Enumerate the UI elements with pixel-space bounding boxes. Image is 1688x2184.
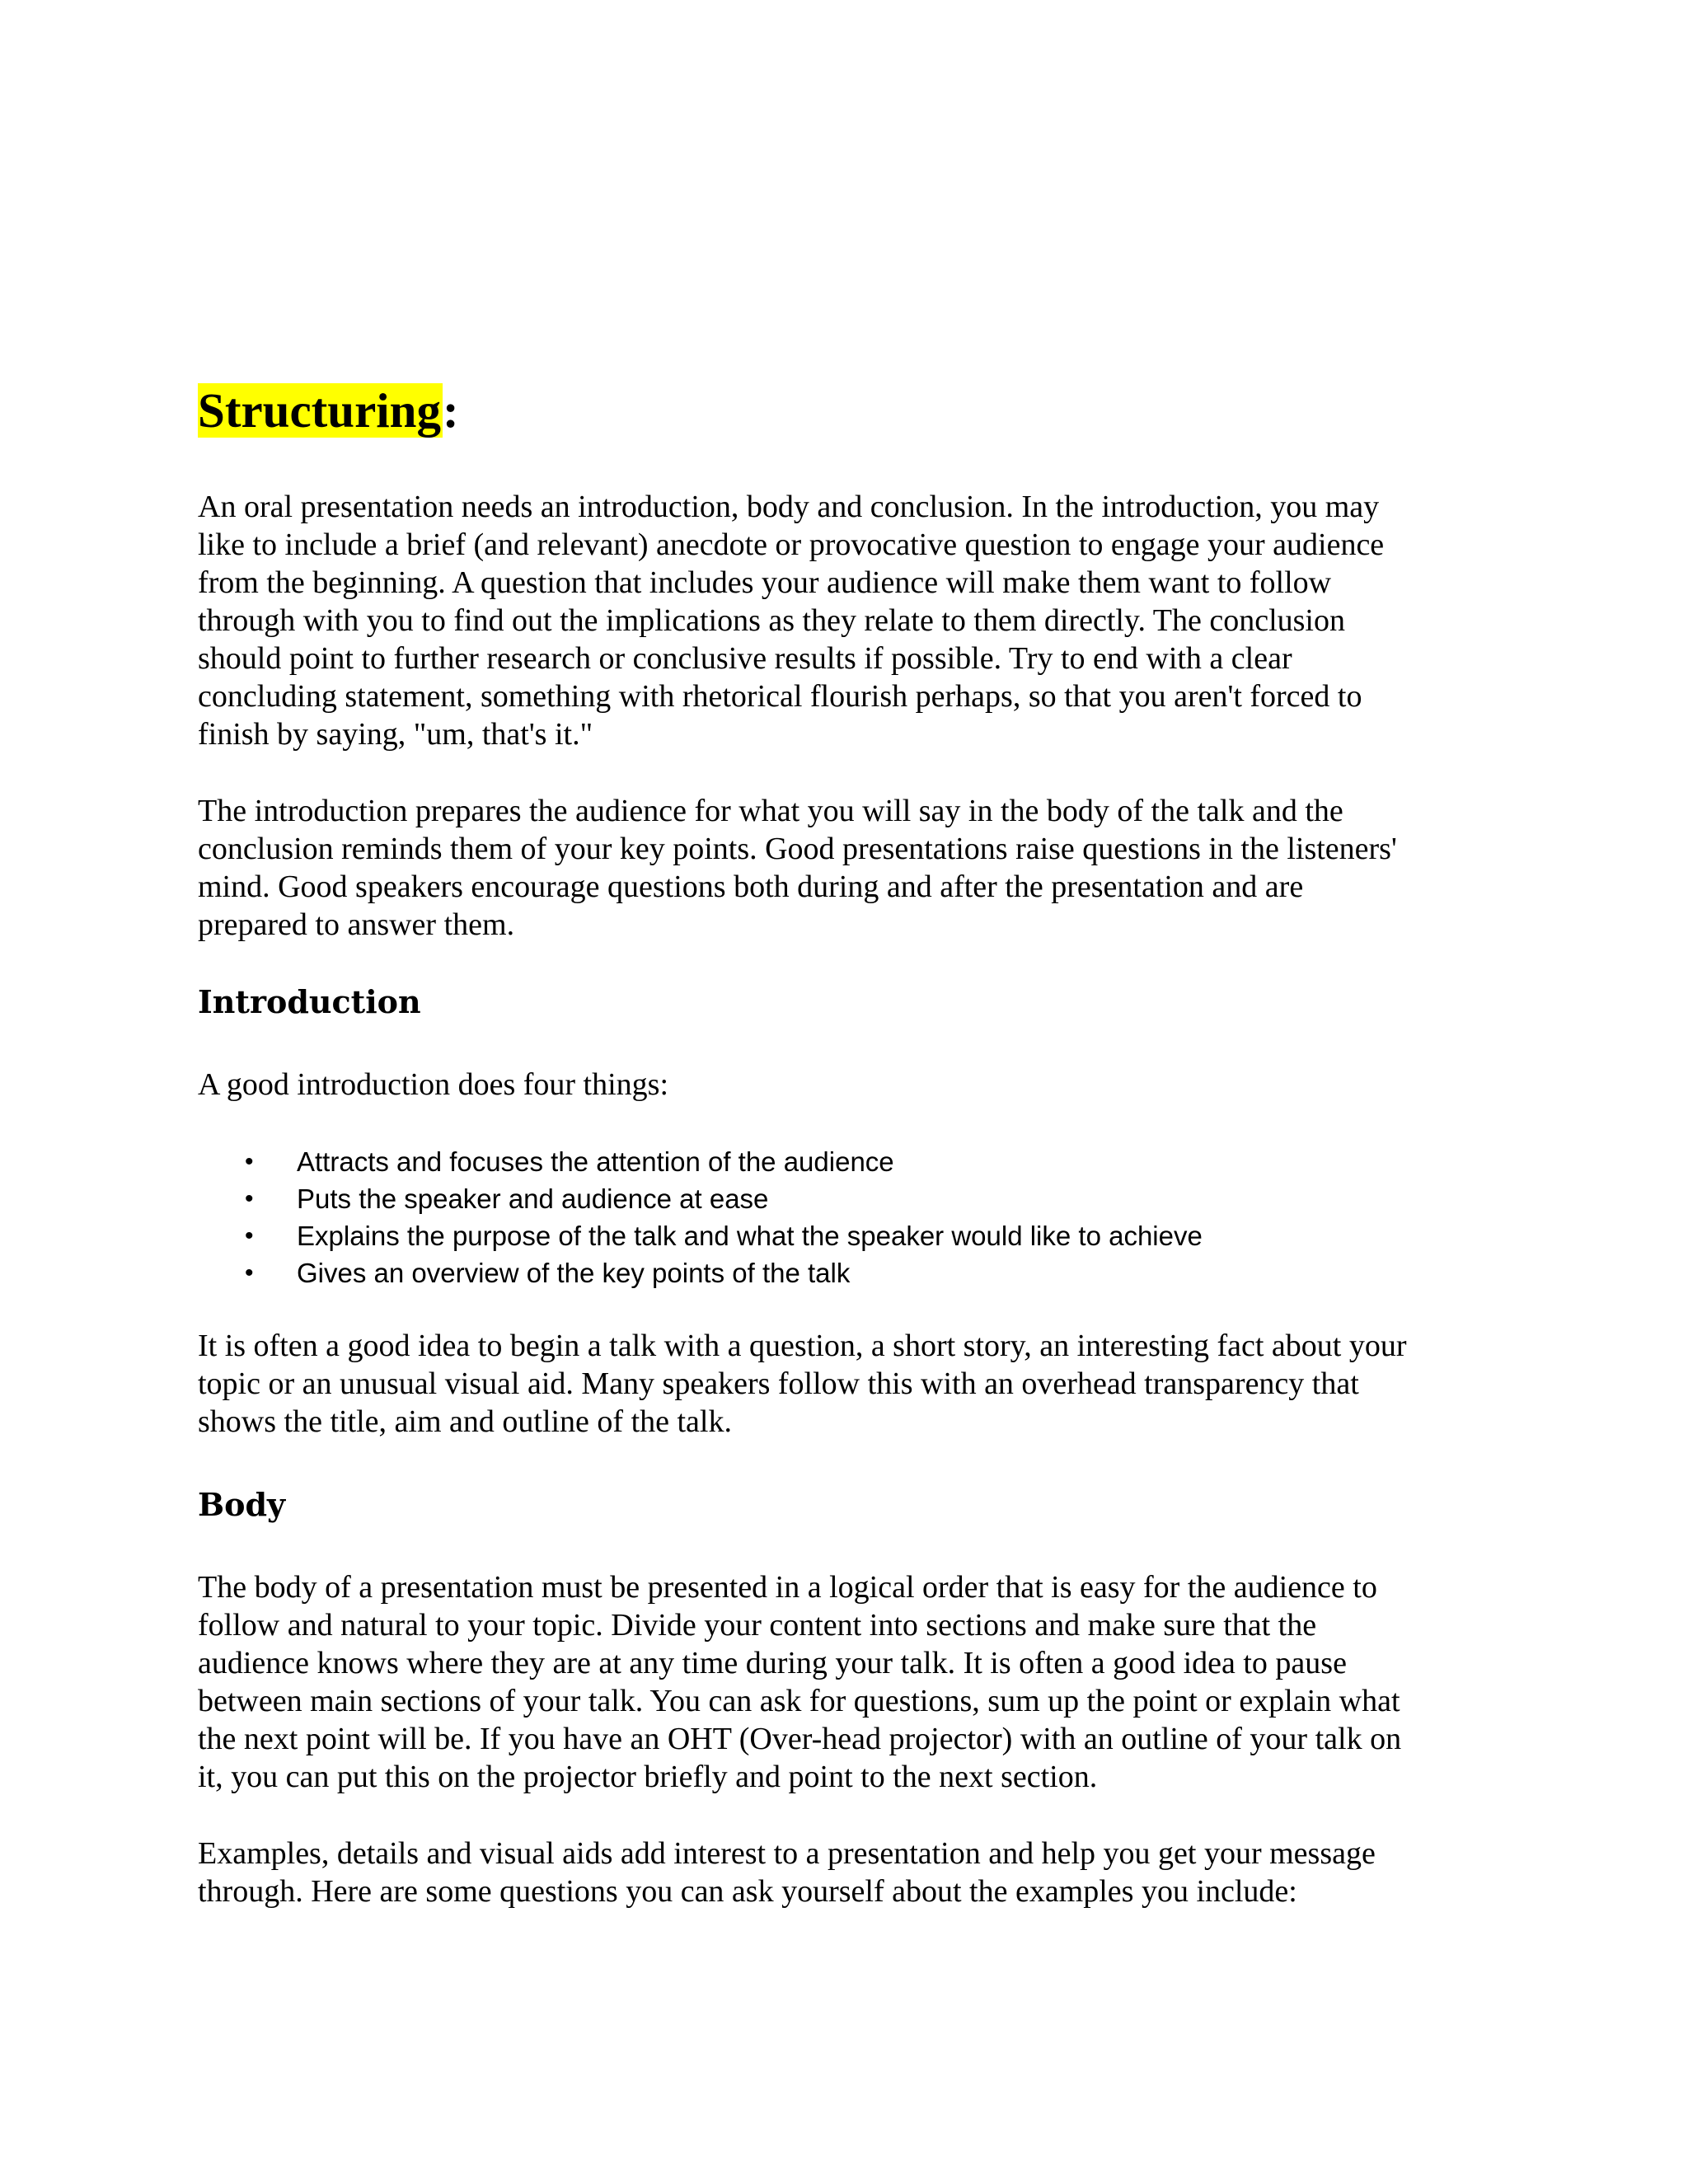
title-highlight: Structuring	[198, 383, 441, 438]
list-item	[198, 1217, 1517, 1254]
paragraph-line: finish by saying, "um, that's it."	[198, 717, 593, 752]
paragraph-line: audience knows where they are at any time during your talk. It is often a good idea to pause	[198, 1646, 1347, 1680]
paragraph-line: prepared to answer them.	[198, 907, 515, 942]
body-paragraph	[198, 1568, 1517, 1796]
paragraph-line: the next point will be. If you have an OHT (Over-head projector) with an outline of your talk on	[198, 1722, 1402, 1756]
list-item	[198, 1143, 1517, 1180]
paragraph-line: follow and natural to your topic. Divide your content into sections and make sure that the	[198, 1608, 1317, 1643]
paragraph-line: through. Here are some questions you can ask yourself about the examples you include:	[198, 1874, 1297, 1909]
introduction-bullet-list	[198, 1143, 1517, 1291]
bullet-icon: •	[245, 1185, 254, 1212]
list-item	[198, 1254, 1517, 1291]
list-item-text: Gives an overview of the key points of the talk	[297, 1258, 851, 1288]
paragraph-line: shows the title, aim and outline of the talk.	[198, 1404, 732, 1439]
paragraph-line: It is often a good idea to begin a talk with a question, a short story, an interesting fact about your	[198, 1329, 1407, 1363]
paragraph-line: should point to further research or conclusive results if possible. Try to end with a clear	[198, 641, 1292, 676]
paragraph-line: conclusion reminds them of your key points. Good presentations raise questions in the listeners'	[198, 832, 1397, 866]
paragraph-line: concluding statement, something with rhetorical flourish perhaps, so that you aren't forced to	[198, 679, 1362, 714]
page-title	[198, 382, 459, 439]
intro-paragraph	[198, 488, 1517, 753]
paragraph-line: The body of a presentation must be presented in a logical order that is easy for the audience to	[198, 1570, 1377, 1605]
paragraph-line: A good introduction does four things:	[198, 1067, 669, 1102]
introduction-closing-paragraph	[198, 1327, 1517, 1441]
paragraph-line: it, you can put this on the projector briefly and point to the next section.	[198, 1760, 1098, 1794]
introduction-heading: Introduction	[198, 983, 421, 1020]
examples-paragraph	[198, 1835, 1517, 1910]
paragraph-line: An oral presentation needs an introduction, body and conclusion. In the introduction, you may	[198, 490, 1380, 524]
body-heading: Body	[198, 1486, 286, 1523]
paragraph-line: mind. Good speakers encourage questions both during and after the presentation and are	[198, 869, 1304, 904]
paragraph-line: between main sections of your talk. You can ask for questions, sum up the point or explain what	[198, 1684, 1400, 1718]
paragraph-line: from the beginning. A question that includes your audience will make them want to follow	[198, 565, 1332, 600]
bullet-icon: •	[245, 1259, 254, 1286]
bullet-icon: •	[245, 1222, 254, 1249]
paragraph-line: like to include a brief (and relevant) anecdote or provocative question to engage your audience	[198, 527, 1385, 562]
bullet-icon: •	[245, 1148, 254, 1175]
paragraph-line: Examples, details and visual aids add interest to a presentation and help you get your message	[198, 1836, 1376, 1871]
second-paragraph	[198, 792, 1517, 944]
paragraph-line: topic or an unusual visual aid. Many speakers follow this with an overhead transparency that	[198, 1366, 1359, 1401]
introduction-lead	[198, 1066, 1517, 1104]
paragraph-line: through with you to find out the implications as they relate to them directly. The conclusion	[198, 603, 1345, 638]
list-item	[198, 1180, 1517, 1217]
paragraph-line: The introduction prepares the audience for what you will say in the body of the talk and the	[198, 794, 1343, 828]
list-item-text: Explains the purpose of the talk and what the speaker would like to achieve	[297, 1221, 1203, 1251]
list-item-text: Attracts and focuses the attention of the audience	[297, 1146, 894, 1177]
title-colon: :	[443, 383, 459, 438]
list-item-text: Puts the speaker and audience at ease	[297, 1183, 769, 1214]
